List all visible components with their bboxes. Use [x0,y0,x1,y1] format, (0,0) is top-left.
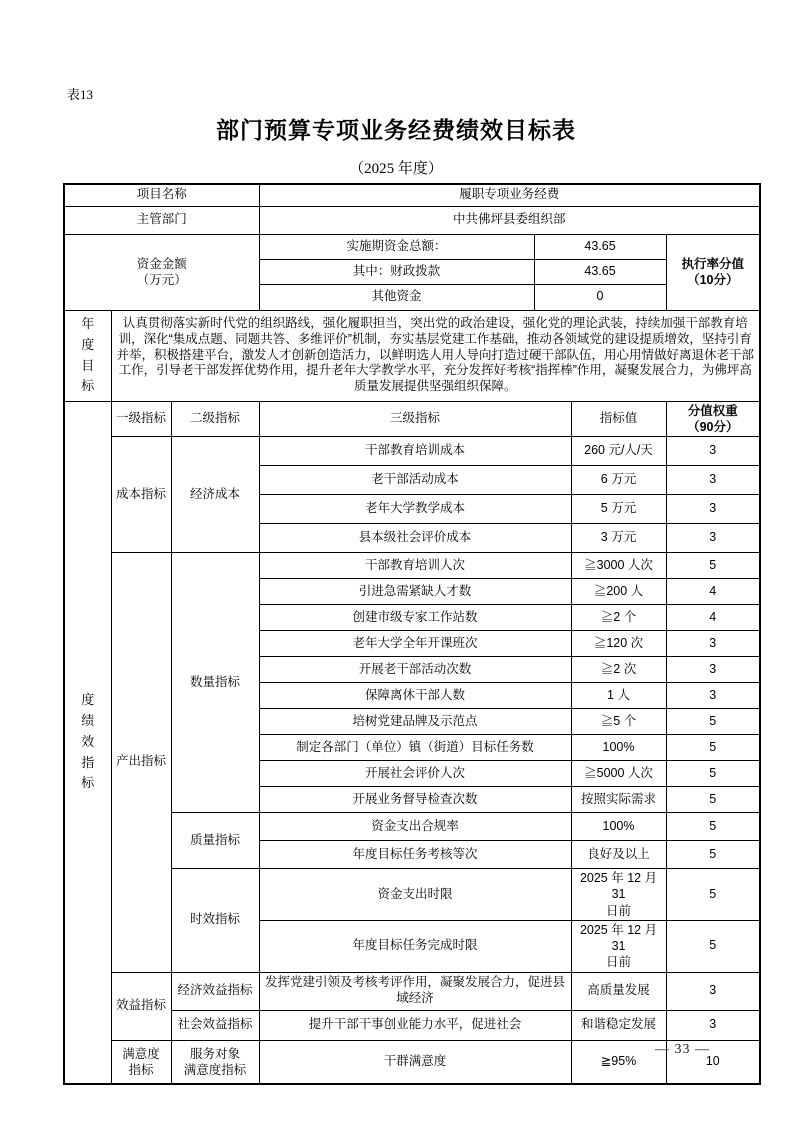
header-level1: 一级指标 [111,401,171,437]
weight-cell: 3 [666,972,760,1010]
value-line2: 日前 [606,955,632,970]
level2-cell: 经济效益指标 [171,972,259,1010]
weight-cell: 3 [666,495,760,524]
level3-cell: 保障离休干部人数 [259,683,571,709]
weight-cell: 4 [666,605,760,631]
header-weight [666,401,760,437]
weight-cell: 5 [666,553,760,579]
level1-line1: 满意度 [122,1046,160,1061]
value-cell: ≧2 次 [571,657,666,683]
level1-cell: 成本指标 [111,437,171,553]
level3-cell: 制定各部门（单位）镇（街道）目标任务数 [259,735,571,761]
value-cell: 和谐稳定发展 [571,1010,666,1040]
level3-cell: 培树党建品牌及示范点 [259,709,571,735]
value-cell: ≧3000 人次 [571,553,666,579]
weight-cell: 5 [666,841,760,869]
table-row [64,972,760,1010]
level3-cell: 老干部活动成本 [259,466,571,495]
value-cell [571,920,666,972]
value-cell: 按照实际需求 [571,787,666,813]
level3-cell: 开展社会评价人次 [259,761,571,787]
fund-total-label: 实施期资金总额： [259,234,534,259]
level3-cell: 老年大学全年开课班次 [259,631,571,657]
level3-cell: 干部教育培训人次 [259,553,571,579]
level2-line2: 满意度指标 [183,1062,247,1077]
level3-cell: 提升干部干事创业能力水平，促进社会 [259,1010,571,1040]
level3-cell: 资金支出合规率 [259,813,571,841]
level3-cell: 开展老干部活动次数 [259,657,571,683]
annual-goal-side-label-text: 年度目标 [81,315,95,394]
level2-cell: 数量指标 [171,553,259,813]
other-funds-value: 0 [534,284,666,310]
project-name-value: 履职专项业务经费 [259,184,760,206]
value-cell: 高质量发展 [571,972,666,1010]
project-name-label: 项目名称 [64,184,259,206]
annual-goal-text: 认真贯彻落实新时代党的组织路线，强化履职担当，突出党的政治建设，强化党的理论武装，持续加强干部教育培训，深化“集成点题、同题共答、多维评价”机制，夯实基层党建工作基础，推动各领域党的建设提质增效，坚持引育并举，积极搭建平台，激发人才创新创造活力，以鲜明选人用人导向打造过硬干部队伍，用心用情做好离退休老干部工作，引导老干部发挥优势作用，提升老年大学教学水平，充分发挥好考核“指挥棒”作用，凝聚发展合力，为佛坪高质量发展提供坚强组织保障。 [111,310,760,401]
weight-cell: 5 [666,787,760,813]
level1-line2: 指标 [128,1062,154,1077]
level1-cell: 产出指标 [111,553,171,973]
indicators-header-row [64,401,760,437]
level3-cell: 创建市级专家工作站数 [259,605,571,631]
table-row [64,437,760,466]
weight-cell: 3 [666,437,760,466]
annual-goal-row [64,310,760,401]
department-label: 主管部门 [64,206,259,234]
weight-cell: 3 [666,657,760,683]
fiscal-allocation-label: 其中：财政拨款 [259,259,534,284]
budget-performance-table [63,183,761,1085]
fund-amount-label [64,234,259,310]
level1-cell [111,1040,171,1084]
indicators-side-label [64,401,111,1084]
header-indicator-value: 指标值 [571,401,666,437]
fund-row [64,234,760,259]
level3-cell: 年度目标任务考核等次 [259,841,571,869]
execution-rate-line2: （10分） [687,273,739,287]
level3-cell: 开展业务督导检查次数 [259,787,571,813]
value-cell: ≧5000 人次 [571,761,666,787]
header-weight-line1: 分值权重 [687,403,738,418]
value-cell: 100% [571,813,666,841]
value-cell: ≧120 次 [571,631,666,657]
weight-cell: 5 [666,869,760,921]
value-line1: 2025 年 12 月 31 [579,922,658,953]
value-cell: 6 万元 [571,466,666,495]
value-cell: 1 人 [571,683,666,709]
weight-cell: 5 [666,813,760,841]
weight-cell: 4 [666,579,760,605]
fund-amount-label-line2: （万元） [136,273,187,287]
value-cell: 5 万元 [571,495,666,524]
header-level2: 二级指标 [171,401,259,437]
weight-cell: 3 [666,631,760,657]
weight-cell: 3 [666,466,760,495]
value-cell: ≧95% [571,1040,666,1084]
indicators-side-label-text: 度绩效指标 [81,692,95,791]
level3-cell: 干群满意度 [259,1040,571,1084]
level3-cell: 县本级社会评价成本 [259,524,571,553]
level2-cell: 社会效益指标 [171,1010,259,1040]
value-cell [571,869,666,921]
project-name-row [64,184,760,206]
execution-rate-line1: 执行率分值 [681,256,745,271]
other-funds-label: 其他资金 [259,284,534,310]
value-line2: 日前 [606,903,632,918]
weight-cell: 10 [666,1040,760,1084]
weight-cell: 5 [666,709,760,735]
value-cell: ≧5 个 [571,709,666,735]
value-cell: ≧200 人 [571,579,666,605]
value-cell: 3 万元 [571,524,666,553]
fund-amount-label-line1: 资金金额 [136,256,187,271]
department-value: 中共佛坪县委组织部 [259,206,760,234]
level3-cell: 老年大学教学成本 [259,495,571,524]
value-cell: 100% [571,735,666,761]
table-row [64,553,760,579]
weight-cell: 5 [666,761,760,787]
value-cell: 良好及以上 [571,841,666,869]
value-cell: ≧2 个 [571,605,666,631]
level1-cell: 效益指标 [111,972,171,1040]
weight-cell: 3 [666,1010,760,1040]
level3-cell: 资金支出时限 [259,869,571,921]
department-row [64,206,760,234]
execution-rate-score-label [666,234,760,310]
level2-line1: 服务对象 [190,1046,241,1061]
weight-cell: 3 [666,524,760,553]
level3-cell: 年度目标任务完成时限 [259,920,571,972]
level3-cell: 干部教育培训成本 [259,437,571,466]
weight-cell: 5 [666,735,760,761]
table-number-label: 表13 [67,87,94,102]
weight-cell: 5 [666,920,760,972]
value-cell: 260 元/人/天 [571,437,666,466]
fiscal-allocation-value: 43.65 [534,259,666,284]
level3-cell: 引进急需紧缺人才数 [259,579,571,605]
page-subtitle: （2025 年度） [349,161,443,177]
weight-cell: 3 [666,683,760,709]
fund-total-value: 43.65 [534,234,666,259]
level3-cell: 发挥党建引领及考核考评作用，凝聚发展合力，促进县域经济 [259,972,571,1010]
level2-cell: 经济成本 [171,437,259,553]
header-weight-line2: （90分） [687,419,739,434]
page-number: — 33 — [655,1042,710,1057]
value-line1: 2025 年 12 月 31 [579,871,658,902]
level2-cell: 时效指标 [171,869,259,973]
header-level3: 三级指标 [259,401,571,437]
level2-cell [171,1040,259,1084]
level2-cell: 质量指标 [171,813,259,869]
annual-goal-side-label [64,310,111,401]
page-title: 部门预算专项业务经费绩效目标表 [216,117,576,143]
